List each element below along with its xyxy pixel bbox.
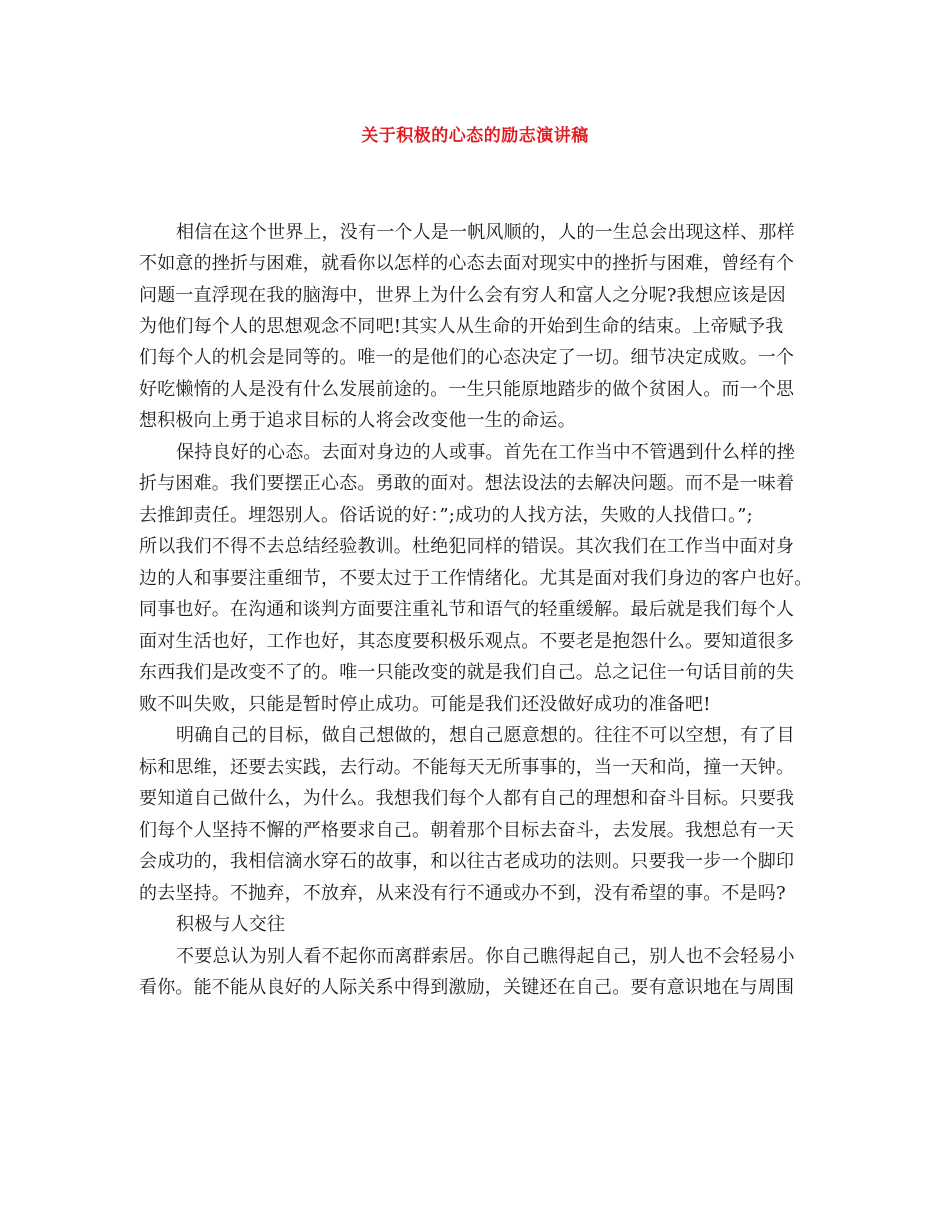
paragraph-1-line-3: 问题一直浮现在我的脑海中，世界上为什么会有穷人和富人之分呢?我想应该是因 [139,285,786,306]
paragraph-3-line-6: 的去坚持。不抛弃，不放弃，从来没有行不通或办不到，没有希望的事。不是吗? [139,883,786,904]
paragraph-1-line-1: 相信在这个世界上，没有一个人是一帆风顺的，人的一生总会出现这样、那样 [176,222,795,243]
paragraph-2-line-5: 边的人和事要注重细节，不要太过于工作情绪化。尤其是面对我们身边的客户也好。 [139,568,813,589]
paragraph-2-line-1: 保持良好的心态。去面对身边的人或事。首先在工作当中不管遇到什么样的挫 [176,442,795,463]
paragraph-2-line-3: 去推卸责任。埋怨别人。俗话说的好：”;成功的人找方法，失败的人找借口。”; [139,505,753,526]
paragraph-3-line-3: 要知道自己做什么，为什么。我想我们每个人都有自己的理想和奋斗目标。只要我 [139,788,795,809]
paragraph-3-line-5: 会成功的，我相信滴水穿石的故事，和以往古老成功的法则。只要我一步一个脚印 [139,851,795,872]
section-heading: 积极与人交往 [176,914,286,935]
paragraph-2-line-2: 折与困难。我们要摆正心态。勇敢的面对。想法设法的去解决问题。而不是一味着 [139,473,795,494]
paragraph-1-line-4: 为他们每个人的思想观念不同吧!其实人从生命的开始到生命的结束。上帝赋予我 [139,316,784,337]
paragraph-2-line-6: 同事也好。在沟通和谈判方面要注重礼节和语气的轻重缓解。最后就是我们每个人 [139,599,795,620]
paragraph-2-line-9: 败不叫失败，只能是暂时停止成功。可能是我们还没做好成功的准备吧! [139,694,711,715]
document-title: 关于积极的心态的励志演讲稿 [361,126,589,146]
paragraph-1-line-2: 不如意的挫折与困难，就看你以怎样的心态去面对现实中的挫折与困难，曾经有个 [139,253,795,274]
paragraph-2-line-7: 面对生活也好，工作也好，其态度要积极乐观点。不要老是抱怨什么。要知道很多 [139,631,795,652]
paragraph-1-line-5: 们每个人的机会是同等的。唯一的是他们的心态决定了一切。细节决定成败。一个 [139,347,795,368]
paragraph-3-line-2: 标和思维，还要去实践，去行动。不能每天无所事事的，当一天和尚，撞一天钟。 [139,757,795,778]
paragraph-4-line-2: 看你。能不能从良好的人际关系中得到激励，关键还在自己。要有意识地在与周围 [139,977,795,998]
paragraph-1-line-6: 好吃懒惰的人是没有什么发展前途的。一生只能原地踏步的做个贫困人。而一个思 [139,379,795,400]
paragraph-4-line-1: 不要总认为别人看不起你而离群索居。你自己瞧得起自己，别人也不会轻易小 [176,946,795,967]
paragraph-1-line-7: 想积极向上勇于追求目标的人将会改变他一生的命运。 [139,410,576,431]
paragraph-3-line-1: 明确自己的目标，做自己想做的，想自己愿意想的。往往不可以空想，有了目 [176,725,795,746]
paragraph-2-line-4: 所以我们不得不去总结经验教训。杜绝犯同样的错误。其次我们在工作当中面对身 [139,536,795,557]
paragraph-3-line-4: 们每个人坚持不懈的严格要求自己。朝着那个目标去奋斗，去发展。我想总有一天 [139,820,795,841]
paragraph-2-line-8: 东西我们是改变不了的。唯一只能改变的就是我们自己。总之记住一句话目前的失 [139,662,795,683]
